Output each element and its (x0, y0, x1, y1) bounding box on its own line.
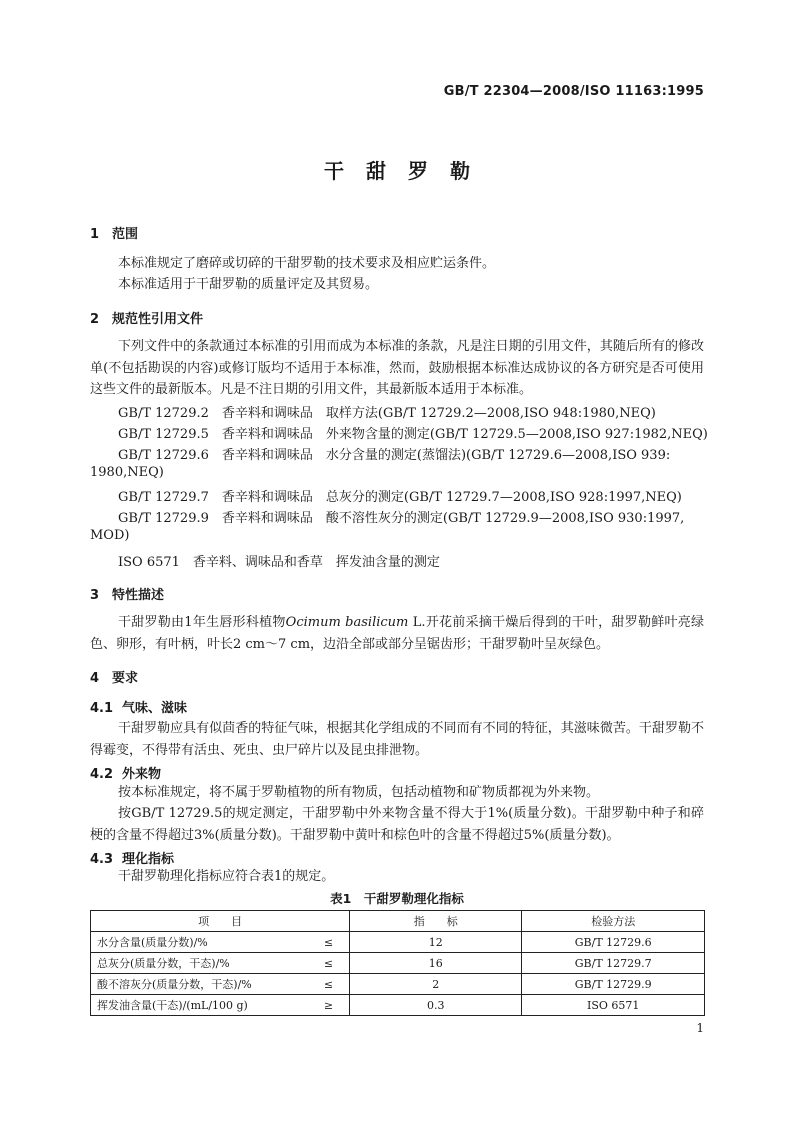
row-value: 12 (350, 932, 522, 953)
row-method: ISO 6571 (522, 995, 705, 1016)
reference-item: GB/T 12729.9 香辛料和调味品 酸不溶性灰分的测定(GB/T 12729.9—2008,ISO 930:1997, (118, 511, 685, 526)
table-caption: 表1 干甜罗勒理化指标 (330, 891, 464, 906)
section-2-heading (90, 308, 203, 327)
physicochemical-paragraph: 干甜罗勒理化指标应符合表1的规定。 (118, 869, 335, 884)
subsection-title: 理化指标 (122, 852, 175, 867)
row-item: 水分含量(质量分数)/% (91, 932, 308, 953)
row-item: 挥发油含量(干态)/(mL/100 g) (91, 995, 308, 1016)
row-value: 16 (350, 953, 522, 974)
subsection-title: 外来物 (122, 767, 162, 782)
reference-item-continuation: MOD) (90, 528, 130, 543)
section-number: 1 (90, 227, 100, 242)
table-header-row (91, 911, 705, 932)
row-method: GB/T 12729.7 (522, 953, 705, 974)
table-row (91, 995, 705, 1016)
row-operator: ≥ (308, 995, 350, 1016)
text-run: 干甜罗勒由1年生唇形科植物 (118, 615, 286, 630)
odor-taste-paragraph: 干甜罗勒应具有似茴香的特征气味，根据其化学组成的不同而有不同的特征，其滋味微苦。干甜罗勒不得霉变，不得带有活虫、死虫、虫尸碎片以及昆虫排泄物。 (90, 721, 704, 758)
section-title: 要求 (112, 671, 139, 686)
section-number: 3 (90, 588, 100, 603)
section-4-heading (90, 667, 138, 686)
section-number: 4 (90, 671, 100, 686)
row-method: GB/T 12729.9 (522, 974, 705, 995)
reference-item: GB/T 12729.6 香辛料和调味品 水分含量的测定(蒸馏法)(GB/T 12729.6—2008,ISO 939: (118, 448, 671, 463)
latin-species-name: Ocimum basilicum (285, 615, 409, 630)
standard-number: GB/T 22304—2008/ISO 11163:1995 (443, 84, 704, 99)
subsection-4-1-heading (90, 697, 187, 716)
subsection-number: 4.1 (90, 701, 114, 716)
header-method: 检验方法 (522, 911, 705, 932)
foreign-matter-paragraph-1: 按本标准规定，将不属于罗勒植物的所有物质，包括动植物和矿物质都视为外来物。 (118, 785, 600, 800)
row-value: 0.3 (350, 995, 522, 1016)
row-operator: ≤ (308, 932, 350, 953)
subsection-number: 4.2 (90, 767, 114, 782)
section-title: 规范性引用文件 (112, 312, 204, 327)
row-method: GB/T 12729.6 (522, 932, 705, 953)
reference-item-continuation: 1980,NEQ) (90, 465, 164, 480)
reference-item: ISO 6571 香辛料、调味品和香草 挥发油含量的测定 (118, 555, 440, 570)
page-number: 1 (696, 1021, 704, 1035)
header-index: 指 标 (350, 911, 522, 932)
table-row (91, 953, 705, 974)
reference-item: GB/T 12729.5 香辛料和调味品 外来物含量的测定(GB/T 12729.5—2008,ISO 927:1982,NEQ) (118, 427, 708, 442)
subsection-4-3-heading (90, 848, 174, 867)
scope-paragraph-2: 本标准适用于干甜罗勒的质量评定及其贸易。 (118, 277, 379, 292)
scope-paragraph-1: 本标准规定了磨碎或切碎的干甜罗勒的技术要求及相应贮运条件。 (118, 256, 496, 271)
foreign-matter-paragraph-2: 按GB/T 12729.5的规定测定，干甜罗勒中外来物含量不得大于1%(质量分数)。干甜罗勒中种子和碎梗的含量不得超过3%(质量分数)。干甜罗勒中黄叶和棕色叶的含量不得超过5%(质量分数)。 (90, 806, 704, 843)
subsection-4-2-heading (90, 763, 161, 782)
table-row (91, 932, 705, 953)
section-title: 范围 (112, 227, 139, 242)
subsection-title: 气味、滋味 (122, 701, 188, 716)
physicochemical-spec-table (90, 910, 705, 1016)
table-row (91, 974, 705, 995)
text-run: L.开花前采摘干燥后得到的干叶，甜罗勒鲜叶亮绿色、卵形，有叶柄，叶长2 cm～7 cm，边沿全部或部分呈锯齿形；干甜罗勒叶呈灰绿色。 (90, 615, 704, 652)
section-title: 特性描述 (112, 588, 165, 603)
normative-references-intro: 下列文件中的条款通过本标准的引用而成为本标准的条款，凡是注日期的引用文件，其随后所有的修改单(不包括勘误的内容)或修订版均不适用于本标准，然而，鼓励根据本标准达成协议的各方研究是否可使用这些文件的最新版本。凡是不注日期的引用文件，其最新版本适用于本标准。 (90, 339, 704, 397)
row-item: 总灰分(质量分数，干态)/% (91, 953, 308, 974)
row-item: 酸不溶灰分(质量分数，干态)/% (91, 974, 308, 995)
section-1-heading (90, 223, 138, 242)
header-item: 项 目 (91, 911, 350, 932)
row-operator: ≤ (308, 953, 350, 974)
reference-item: GB/T 12729.7 香辛料和调味品 总灰分的测定(GB/T 12729.7—2008,ISO 928:1997,NEQ) (118, 490, 682, 505)
document-title: 干甜罗勒 (324, 159, 492, 183)
characteristics-paragraph (90, 612, 704, 655)
subsection-number: 4.3 (90, 852, 114, 867)
row-operator: ≤ (308, 974, 350, 995)
section-number: 2 (90, 312, 100, 327)
section-3-heading (90, 584, 164, 603)
row-value: 2 (350, 974, 522, 995)
reference-item: GB/T 12729.2 香辛料和调味品 取样方法(GB/T 12729.2—2008,ISO 948:1980,NEQ) (118, 406, 656, 421)
